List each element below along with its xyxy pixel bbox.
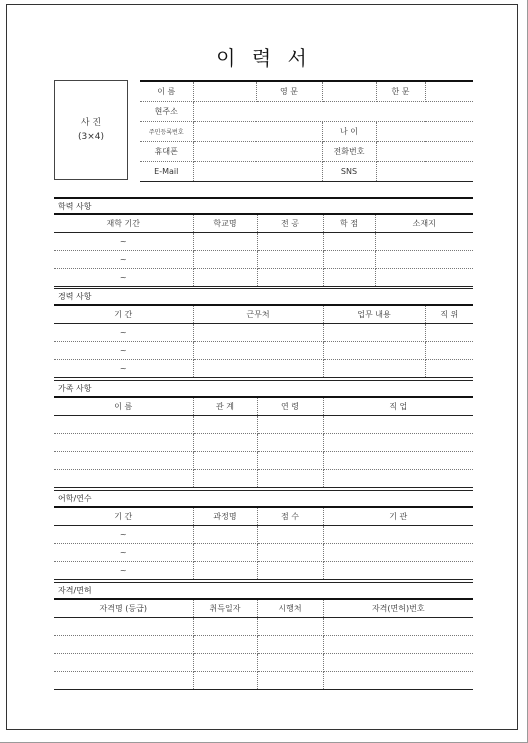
family-cell[interactable] — [54, 416, 193, 434]
language-cell[interactable] — [323, 562, 473, 580]
family-table — [54, 396, 473, 488]
language-cell[interactable] — [193, 544, 257, 562]
license-cell[interactable] — [323, 672, 473, 690]
language-col-institution: 기 관 — [323, 507, 473, 526]
license-row — [54, 672, 473, 690]
career-col-duties: 업무 내용 — [323, 305, 425, 324]
photo-size: (3×4) — [77, 132, 104, 142]
language-header-row — [54, 507, 473, 526]
license-cell[interactable] — [257, 636, 323, 654]
personal-row-phone — [140, 142, 473, 162]
family-cell[interactable] — [323, 434, 473, 452]
license-cell[interactable] — [193, 654, 257, 672]
license-col-issuer: 시행처 — [257, 599, 323, 618]
language-cell[interactable] — [257, 544, 323, 562]
license-col-name: 자격명 (등급) — [54, 599, 193, 618]
family-cell[interactable] — [323, 452, 473, 470]
language-cell[interactable] — [193, 526, 257, 544]
family-col-relation: 관 계 — [193, 397, 257, 416]
personal-row-name — [140, 81, 473, 102]
education-cell[interactable] — [257, 233, 323, 251]
education-cell[interactable] — [375, 269, 473, 287]
hanja-label: 한 문 — [376, 81, 425, 102]
language-row — [54, 562, 473, 580]
education-row — [54, 233, 473, 251]
license-col-number: 자격(면허)번호 — [323, 599, 473, 618]
personal-row-address — [140, 102, 473, 122]
section-title-career: 경력 사항 — [54, 288, 473, 304]
education-header-row — [54, 214, 473, 233]
photo-label: 사 진 — [80, 118, 102, 128]
career-header-row — [54, 305, 473, 324]
family-cell[interactable] — [193, 416, 257, 434]
phone-label: 전화번호 — [322, 142, 376, 162]
section-title-license: 자격/면허 — [54, 582, 473, 598]
mobile-field[interactable] — [193, 142, 322, 162]
language-col-score: 점 수 — [257, 507, 323, 526]
hanja-field[interactable] — [425, 81, 473, 102]
family-row — [54, 470, 473, 488]
name-label: 이 름 — [140, 81, 193, 102]
career-period-cell[interactable]: ~ — [54, 324, 193, 342]
phone-field[interactable] — [376, 142, 473, 162]
family-cell[interactable] — [323, 416, 473, 434]
language-row — [54, 526, 473, 544]
family-cell[interactable] — [193, 434, 257, 452]
license-cell[interactable] — [323, 636, 473, 654]
email-label: E-Mail — [140, 162, 193, 182]
license-cell[interactable] — [323, 618, 473, 636]
license-row — [54, 618, 473, 636]
sns-field[interactable] — [376, 162, 473, 182]
education-row — [54, 251, 473, 269]
family-cell[interactable] — [323, 470, 473, 488]
career-cell[interactable] — [425, 342, 473, 360]
language-col-course: 과정명 — [193, 507, 257, 526]
age-label: 나 이 — [322, 122, 376, 142]
education-col-gpa: 학 점 — [323, 214, 375, 233]
family-cell[interactable] — [257, 416, 323, 434]
family-cell[interactable] — [257, 434, 323, 452]
section-title-education: 학력 사항 — [54, 197, 473, 213]
family-cell[interactable] — [257, 470, 323, 488]
language-cell[interactable] — [257, 526, 323, 544]
license-cell[interactable] — [257, 618, 323, 636]
family-row — [54, 416, 473, 434]
family-cell[interactable] — [54, 470, 193, 488]
section-title-language: 어학/연수 — [54, 490, 473, 506]
resident-no-label: 주민등록번호 — [140, 122, 193, 142]
career-cell[interactable] — [323, 342, 425, 360]
license-cell[interactable] — [323, 654, 473, 672]
license-cell[interactable] — [54, 636, 193, 654]
license-cell[interactable] — [54, 618, 193, 636]
career-cell[interactable] — [193, 324, 323, 342]
career-col-company: 근무처 — [193, 305, 323, 324]
english-label: 영 문 — [256, 81, 322, 102]
career-col-position: 직 위 — [425, 305, 473, 324]
education-cell[interactable] — [257, 269, 323, 287]
career-cell[interactable] — [193, 342, 323, 360]
license-header-row — [54, 599, 473, 618]
career-cell[interactable] — [193, 360, 323, 378]
career-row — [54, 324, 473, 342]
career-cell[interactable] — [425, 324, 473, 342]
education-cell[interactable] — [375, 251, 473, 269]
family-cell[interactable] — [193, 470, 257, 488]
family-cell[interactable] — [193, 452, 257, 470]
language-table — [54, 506, 473, 580]
education-cell[interactable] — [193, 233, 257, 251]
document-title: 이 력 서 — [216, 46, 312, 70]
language-period-cell[interactable]: ~ — [54, 526, 193, 544]
education-col-major: 전 공 — [257, 214, 323, 233]
career-period-cell[interactable]: ~ — [54, 360, 193, 378]
section-title-family: 가족 사항 — [54, 380, 473, 396]
english-field[interactable] — [322, 81, 376, 102]
family-col-name: 이 름 — [54, 397, 193, 416]
career-col-period: 기 간 — [54, 305, 193, 324]
license-cell[interactable] — [257, 654, 323, 672]
education-row — [54, 269, 473, 287]
education-period-cell[interactable]: ~ — [54, 251, 193, 269]
resident-no-field[interactable] — [193, 122, 322, 142]
education-cell[interactable] — [257, 251, 323, 269]
education-cell[interactable] — [375, 233, 473, 251]
family-row — [54, 452, 473, 470]
family-header-row — [54, 397, 473, 416]
email-field[interactable] — [193, 162, 322, 182]
language-col-period: 기 간 — [54, 507, 193, 526]
language-cell[interactable] — [257, 562, 323, 580]
family-row — [54, 434, 473, 452]
license-cell[interactable] — [257, 672, 323, 690]
personal-row-email — [140, 162, 473, 182]
license-col-date: 취득일자 — [193, 599, 257, 618]
education-period-cell[interactable]: ~ — [54, 269, 193, 287]
education-period-cell[interactable]: ~ — [54, 233, 193, 251]
career-cell[interactable] — [425, 360, 473, 378]
license-row — [54, 636, 473, 654]
age-field[interactable] — [376, 122, 473, 142]
license-cell[interactable] — [193, 636, 257, 654]
license-cell[interactable] — [193, 672, 257, 690]
license-table — [54, 598, 473, 690]
photo-box[interactable] — [54, 80, 128, 180]
education-col-location: 소재지 — [375, 214, 473, 233]
family-col-age: 연 령 — [257, 397, 323, 416]
mobile-label: 휴대폰 — [140, 142, 193, 162]
language-cell[interactable] — [193, 562, 257, 580]
license-cell[interactable] — [54, 672, 193, 690]
education-cell[interactable] — [323, 233, 375, 251]
language-period-cell[interactable]: ~ — [54, 562, 193, 580]
address-field[interactable] — [193, 102, 473, 122]
education-col-period: 재학 기간 — [54, 214, 193, 233]
language-cell[interactable] — [323, 526, 473, 544]
sns-label: SNS — [322, 162, 376, 182]
education-cell[interactable] — [323, 251, 375, 269]
education-cell[interactable] — [193, 251, 257, 269]
career-cell[interactable] — [323, 360, 425, 378]
personal-row-resident — [140, 122, 473, 142]
family-cell[interactable] — [54, 452, 193, 470]
career-table — [54, 304, 473, 378]
education-cell[interactable] — [323, 269, 375, 287]
career-period-cell[interactable]: ~ — [54, 342, 193, 360]
license-cell[interactable] — [54, 654, 193, 672]
career-row — [54, 360, 473, 378]
education-col-school: 학교명 — [193, 214, 257, 233]
education-cell[interactable] — [193, 269, 257, 287]
career-row — [54, 342, 473, 360]
education-table — [54, 213, 473, 287]
license-cell[interactable] — [193, 618, 257, 636]
language-period-cell[interactable]: ~ — [54, 544, 193, 562]
family-cell[interactable] — [54, 434, 193, 452]
language-row — [54, 544, 473, 562]
language-cell[interactable] — [323, 544, 473, 562]
personal-info-table — [140, 80, 473, 182]
career-cell[interactable] — [323, 324, 425, 342]
license-row — [54, 654, 473, 672]
family-col-job: 직 업 — [323, 397, 473, 416]
family-cell[interactable] — [257, 452, 323, 470]
name-field[interactable] — [193, 81, 256, 102]
address-label: 현주소 — [140, 102, 193, 122]
